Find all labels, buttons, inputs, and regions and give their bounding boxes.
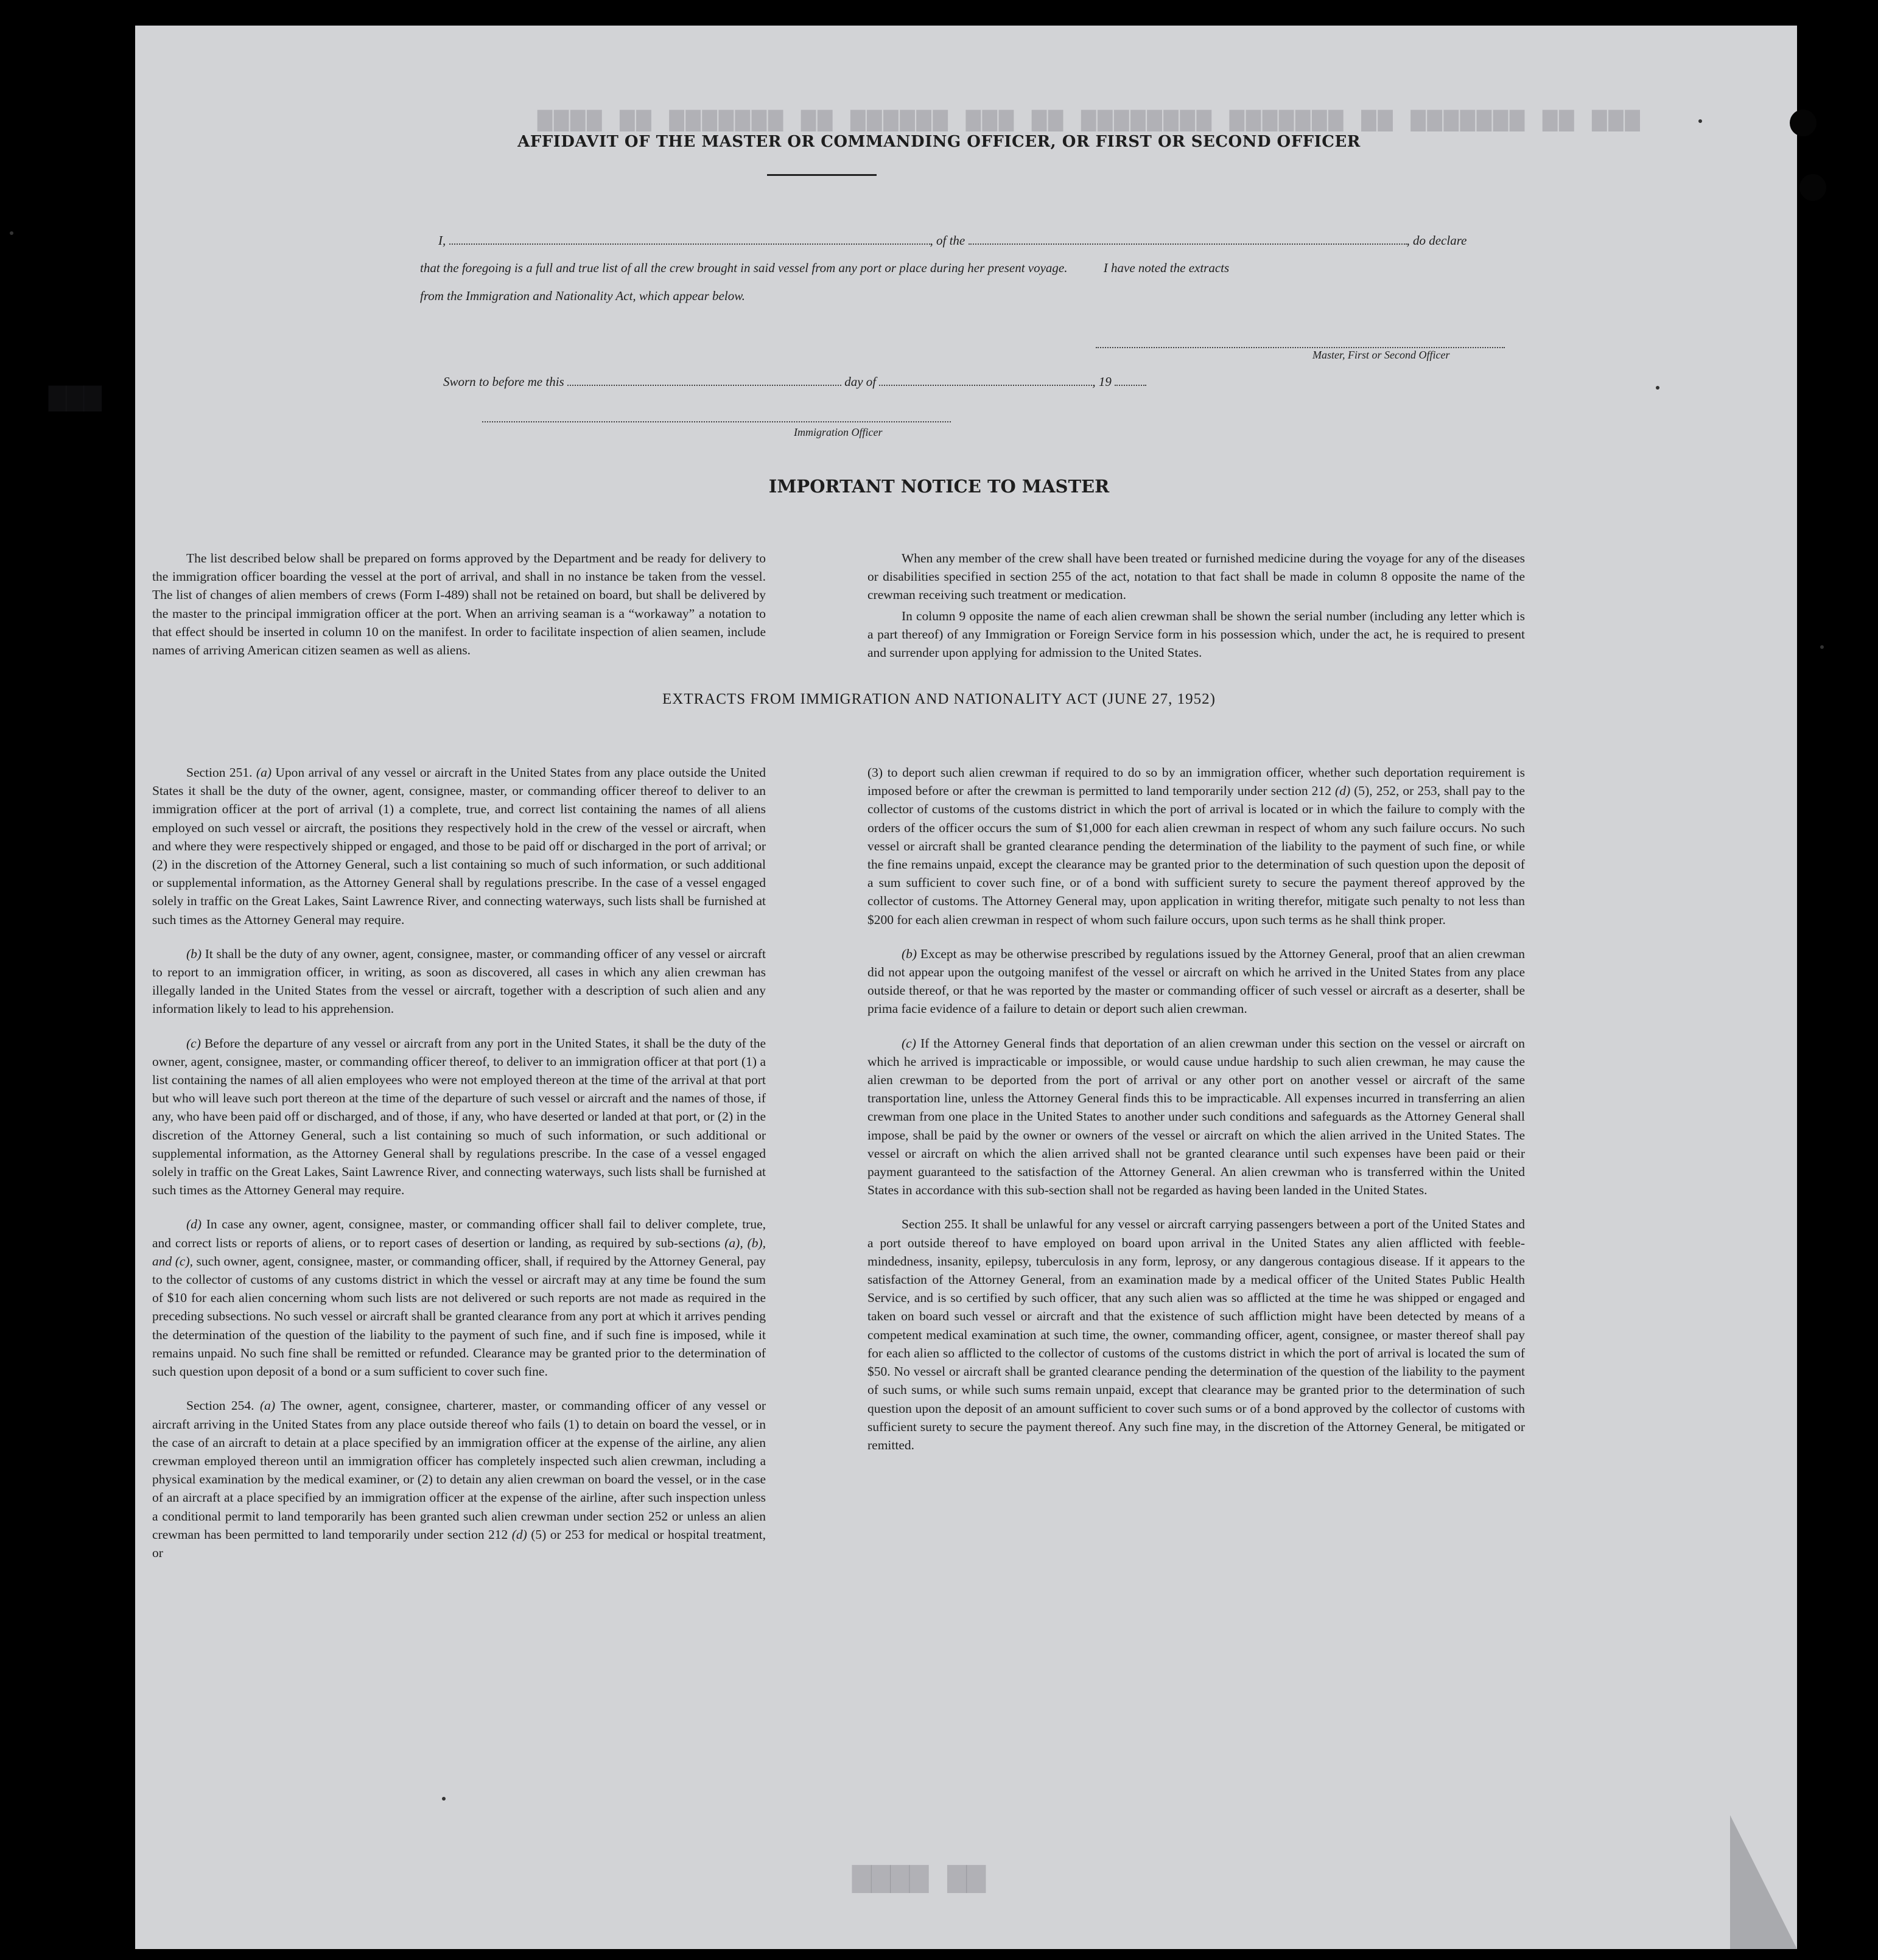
- section-251d: [152, 1215, 766, 1381]
- subsection-refs: (a), (b), and (c),: [152, 1235, 766, 1269]
- section-251a: [152, 763, 766, 929]
- speck: [1820, 645, 1824, 649]
- subsection-ref: (d): [1335, 783, 1351, 799]
- name-field[interactable]: [449, 233, 930, 245]
- bleed-through-stamp: ▆▆ ▆▆▆▆: [852, 1859, 986, 1895]
- section-heading: Section 251.: [186, 765, 253, 780]
- subsection-label: (a): [259, 1398, 276, 1413]
- sworn-day-field[interactable]: [567, 374, 841, 386]
- folded-corner: [1730, 1815, 1797, 1949]
- vessel-field[interactable]: [969, 233, 1407, 245]
- section-text: Except as may be otherwise prescribed by regulations issued by the Attorney General, proof that an alien crewman did not appear upon the outgoing manifest of the vessel or aircraft on which he arrived in the United States from any place outside thereof, or that he was reported by the master or commanding officer of such vessel or aircraft as a deserter, shall be prima facie evidence of a failure to detain or deport such alien crewman.: [867, 946, 1526, 1017]
- notice-left-column: [152, 549, 766, 675]
- speck: [1656, 386, 1659, 390]
- officer-caption: Immigration Officer: [794, 426, 883, 438]
- sworn-year-field[interactable]: [1115, 374, 1146, 386]
- notice-paragraph: The list described below shall be prepared on forms approved by the Department and be ready for delivery to the immigration officer boarding the vessel at the port of arrival, and shall in no instance be taken from the vessel. The list of changes of alien members of crews (Form I-489) shall not be retained on board, but shall be delivered by the master to the principal immigration officer at the port. When an arriving seaman is a “workaway” a notation to that effect should be inserted in column 10 on the manifest. In order to facilitate inspection of alien seamen, include names of arriving American citizen seamen as well as aliens.: [152, 551, 766, 658]
- affidavit-statement: that the foregoing is a full and true list of all the crew brought in said vessel from any port or place during her present voyage.: [420, 261, 1068, 275]
- section-254a: [152, 1396, 766, 1562]
- subsection-label: (b): [186, 946, 202, 961]
- section-text: It shall be the duty of any owner, agent, consignee, master, or commanding officer of any vessel or aircraft to report to an immigration officer, in writing, as soon as discovered, all cases in which any alien crewman has illegally landed in the United States from the vessel or aircraft, together with a description of such alien and any information likely to lead to his apprehension.: [152, 946, 766, 1017]
- section-heading: Section 254.: [186, 1398, 254, 1413]
- punch-hole-bottom: [1799, 174, 1826, 201]
- affidavit-line-1: [438, 233, 1466, 248]
- subsection-ref: (d): [511, 1527, 527, 1542]
- extracts-title: EXTRACTS FROM IMMIGRATION AND NATIONALITY ACT (JUNE 27, 1952): [662, 691, 1216, 707]
- section-text: such owner, agent, consignee, master, or commanding officer, shall, if required by the Attorney General, pay to the collector of customs of any customs district in which the vessel or aircraft may at any time be found the sum of $10 for each alien concerning whom such lists are not delivered or such reports are not made as required in the preceding subsections. No such vessel or aircraft shall be granted clearance from any port at which it arrives pending the determination of the question of the liability to the payment of such fine, and if such fine is imposed, while it remains unpaid. No such fine shall be remitted or refunded. Clearance may be granted prior to the determination of such question upon deposit of a bond or a sum sufficient to cover such fine.: [152, 1253, 766, 1379]
- notice-paragraph: When any member of the crew shall have been treated or furnished medicine during the voyage for any of the diseases or disabilities specified in section 255 of the act, notation to that fact shall be made in column 8 opposite the name of the crewman receiving such treatment or medication.: [867, 551, 1525, 603]
- immigration-officer-signature-line[interactable]: [482, 421, 951, 422]
- subsection-label: (c): [902, 1035, 916, 1051]
- extracts-left-column: [152, 763, 766, 1578]
- title-underline: [767, 174, 877, 176]
- sworn-month-field[interactable]: [879, 374, 1092, 386]
- master-caption: Master, First or Second Officer: [1312, 349, 1450, 361]
- speck: [1698, 119, 1702, 123]
- affidavit-line-2: [420, 261, 1229, 276]
- notice-right-column: [867, 549, 1525, 677]
- section-254c: [867, 1034, 1525, 1200]
- section-text: (5) or 253 for medical or hospital treatment, or: [152, 1527, 766, 1560]
- section-text: (5), 252, or 253, shall pay to the collector of customs of the customs district in which the port of arrival is located or in which the failure to comply with the orders of the officer occurs the sum of $1,000 for each alien crewman in respect of whom any such failure occurs. No such vessel or aircraft shall be granted clearance pending the determination of the liability to the payment of such fine, or while the fine remains unpaid, except the clearance may be granted prior to the determination of such question upon the deposit of a sum sufficient to cover such fine, or of a bond with sufficient surety to secure the payment thereof approved by the collector of customs. The Attorney General may, upon application in writing therefor, mitigate such penalty to not less than $200 for each alien crewman in respect of whom such failure occurs, upon such terms as he shall think proper.: [867, 783, 1525, 927]
- section-251b: [152, 945, 766, 1018]
- section-text: If the Attorney General finds that deportation of an alien crewman under this section on the vessel or aircraft on which he arrived is impracticable or impossible, or would cause undue hardship to such alien crewman, he may cause the alien crewman to be deported from the port of arrival or any other port on another vessel or aircraft of the same transportation line, unless the Attorney General finds this to be impracticable. All expenses incurred in transferring an alien crewman from one place in the United States to another under such conditions and safeguards as the Attorney General shall impose, shall be paid by the owner or owners of the vessel or aircraft on which the alien arrived in the United States. The vessel or aircraft on which the alien arrived shall not be granted clearance until such expenses have been paid or their payment guaranteed to the satisfaction of the Attorney General. An alien crewman who is transferred within the United States in accordance with this sub-section shall not be regarded as having been landed in the United States.: [867, 1035, 1526, 1198]
- sworn-line: [443, 374, 1146, 390]
- subsection-label: (a): [256, 765, 272, 780]
- affidavit-title: AFFIDAVIT OF THE MASTER OR COMMANDING OFFICER, OR FIRST OR SECOND OFFICER: [517, 133, 1361, 151]
- affidavit-i-label: I,: [438, 233, 446, 248]
- section-text: The owner, agent, consignee, charterer, master, or commanding officer of any vessel or aircraft arriving in the United States from any place outside thereof who fails (1) to detain on board the vessel, or in the case of an aircraft to detain at a place specified by an immigration officer at the expense of the airline, any alien crewman employed thereon until an immigration officer has completely inspected such alien crewman, including a physical examination by the medical examiner, or (2) to detain any alien crewman on board the vessel, or in the case of an aircraft at a place specified by an immigration officer at the expense of the airline, after such inspection unless a conditional permit to land temporarily has been granted such alien crewman under section 252 or unless an alien crewman has been permitted to land temporarily under section 212: [152, 1398, 766, 1542]
- subsection-label: (c): [186, 1035, 201, 1051]
- section-text: (3) to deport such alien crewman if required to do so by an immigration officer, whether such deportation requirement is imposed before or after the crewman is permitted to land temporarily under section 212: [867, 765, 1525, 799]
- section-255: Section 255. It shall be unlawful for any vessel or aircraft carrying passengers between a port of the United States and a port outside thereof to have employed on board upon arrival in the United States any alien afflicted with feeble-mindedness, insanity, epilepsy, tuberculosis in any form, leprosy, or any dangerous contagious disease. If it appears to the satisfaction of the Attorney General, from an examination made by a medical officer of the United States Public Health Service, and is so certified by such officer, that any such alien was so afflicted at the time he was shipped or engaged and taken on board such vessel or aircraft and that the existence of such affliction might have been detected by means of a competent medical examination at such time, the owner, commanding officer, agent, consignee, or master thereof shall pay for each alien so afflicted to the collector of customs of the customs district in which the port of arrival is located the sum of $50. No vessel or aircraft shall be granted clearance pending the determination of the question of the liability to the payment of such sums, or while such sums remain unpaid, except that clearance may be granted prior to the determination of such question upon the deposit of an amount sufficient to cover such sums or of a bond approved by the collector of customs with sufficient surety to secure the payment thereof. Any such fine may, in the discretion of the Attorney General, be mitigated or remitted.: [867, 1217, 1525, 1452]
- section-251c: [152, 1034, 766, 1200]
- section-254a-continued: [867, 763, 1525, 929]
- extracts-right-column: [867, 763, 1525, 1470]
- section-text: Upon arrival of any vessel or aircraft in the United States from any place outside the United States it shall be the duty of the owner, agent, consignee, master, or commanding officer thereof to deliver to an immigration officer at the port of arrival (1) a complete, true, and correct list containing the names of all aliens employed on such vessel or aircraft, the positions they respectively hold in the crew of the vessel or aircraft, when and where they were respectively shipped or engaged, and those to be paid off or discharged in the port of arrival; or (2) in the discretion of the Attorney General, such a list containing so much of such information, or such additional or supplemental information, as the Attorney General shall by regulations prescribe. In the case of a vessel engaged solely in traffic on the Great Lakes, Saint Lawrence River, and connecting waterways, such lists shall be furnished at such times as the Attorney General may require.: [152, 765, 766, 927]
- master-signature-line[interactable]: [1096, 347, 1505, 348]
- section-254b: [867, 945, 1525, 1018]
- affidavit-declare-label: , do declare: [1406, 233, 1467, 248]
- notice-title: IMPORTANT NOTICE TO MASTER: [768, 476, 1110, 497]
- sworn-label: Sworn to before me this: [443, 374, 564, 389]
- subsection-label: (b): [902, 946, 917, 961]
- bleed-through-shadow: ▆▆▆ ▆▆ ▆▆▆▆▆▆▆ ▆▆ ▆▆▆▆▆▆▆ ▆▆▆▆▆▆▆▆ ▆▆ ▆▆▆ ▆▆▆▆▆▆ ▆▆ ▆▆▆▆▆▆▆ ▆▆ ▆▆▆▆: [536, 106, 1640, 133]
- day-of-label: day of: [844, 374, 877, 389]
- notice-paragraph: In column 9 opposite the name of each alien crewman shall be shown the serial number (including any letter which is a part thereof) of any Immigration or Foreign Service form in his possession which, under the act, he is required to present and surrender upon applying for admission to the United States.: [867, 608, 1525, 660]
- bleed-through-number: ▆▆▆: [49, 380, 102, 413]
- speck: [10, 231, 13, 235]
- section-text: Before the departure of any vessel or aircraft from any port in the United States, it shall be the duty of the owner, agent, consignee, master, or commanding officer thereof, to deliver to an immigration officer at that port (1) a list containing the names of all alien employees who were not employed thereon at the time of the arrival at that port but who will leave such port thereon at the time of the departure of such vessel or aircraft and the names of those, if any, who have been paid off or discharged, and of those, if any, who have deserted or landed at that port, or (2) in the discretion of the Attorney General, such a list containing so much of such information, or such additional or supplemental information, as the Attorney General shall by regulations prescribe. In the case of a vessel engaged solely in traffic on the Great Lakes, Saint Lawrence River, and connecting waterways, such lists shall be furnished at such times as the Attorney General may require.: [152, 1035, 766, 1198]
- subsection-label: (d): [186, 1217, 202, 1232]
- section-text: In case any owner, agent, consignee, master, or commanding officer shall fail to deliver complete, true, and correct lists or reports of aliens, or to report cases of desertion or landing, as required by sub-sections: [152, 1217, 766, 1250]
- year-prefix: , 19: [1092, 374, 1112, 389]
- affidavit-of-the-label: , of the: [930, 233, 965, 248]
- speck: [442, 1797, 446, 1801]
- affidavit-line-3: from the Immigration and Nationality Act, which appear below.: [420, 289, 745, 303]
- affidavit-extracts-note: I have noted the extracts: [1103, 261, 1230, 275]
